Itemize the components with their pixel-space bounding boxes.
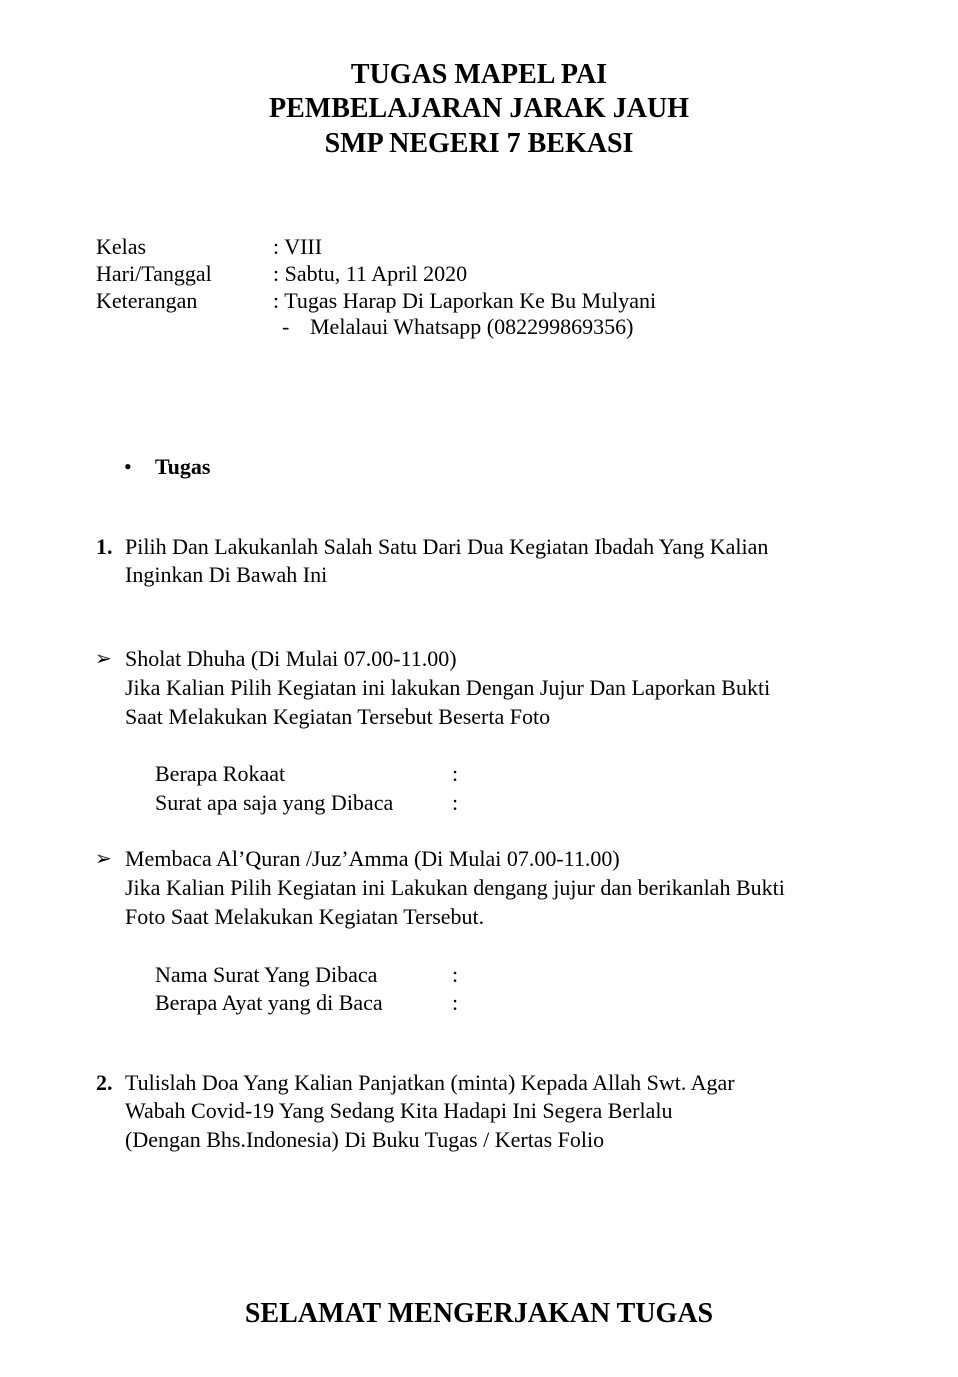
option-1-title: Sholat Dhuha (Di Mulai 07.00-11.00) [125, 646, 457, 671]
keterangan-label: Keterangan [96, 288, 198, 313]
title-line-1: TUGAS MAPEL PAI [350, 59, 608, 90]
task-2-number: 2. [96, 1070, 113, 1095]
keterangan-note: Melalaui Whatsapp (082299869356) [310, 314, 634, 339]
keterangan-dash: - [282, 314, 290, 339]
option-1-line-2: Saat Melakukan Kegiatan Tersebut Beserta Foto [125, 704, 551, 729]
option-2-line-1: Jika Kalian Pilih Kegiatan ini Lakukan dengang jujur dan berikanlah Bukti [125, 875, 785, 900]
option-1-field-2-label: Surat apa saja yang Dibaca [155, 790, 394, 815]
task-2-line-1: Tulislah Doa Yang Kalian Panjatkan (minta) Kepada Allah Swt. Agar [125, 1070, 735, 1095]
option-1-field-1-label: Berapa Rokaat [155, 761, 286, 786]
task-1-number: 1. [96, 534, 113, 559]
keterangan-value: : Tugas Harap Di Laporkan Ke Bu Mulyani [273, 288, 657, 313]
option-2-field-1-colon: : [452, 962, 459, 987]
title-line-3: SMP NEGERI 7 BEKASI [324, 128, 634, 159]
option-2-line-2: Foto Saat Melakukan Kegiatan Tersebut. [125, 904, 485, 929]
tanggal-value: : Sabtu, 11 April 2020 [273, 261, 468, 286]
option-2-field-1-label: Nama Surat Yang Dibaca [155, 962, 378, 987]
kelas-value: : VIII [273, 234, 323, 259]
task-1-line-2: Inginkan Di Bawah Ini [125, 562, 328, 587]
option-1-field-2-colon: : [452, 790, 459, 815]
arrow-marker-icon: ➢ [95, 848, 112, 870]
task-2-line-3: (Dengan Bhs.Indonesia) Di Buku Tugas / Kertas Folio [125, 1127, 605, 1152]
kelas-label: Kelas [96, 234, 147, 259]
task-2-line-2: Wabah Covid-19 Yang Sedang Kita Hadapi Ini Segera Berlalu [125, 1098, 673, 1123]
section-heading: Tugas [155, 454, 211, 479]
option-2-field-2-colon: : [452, 990, 459, 1015]
title-line-2: PEMBELAJARAN JARAK JAUH [269, 93, 689, 124]
bullet-icon: • [124, 454, 132, 479]
option-2-field-2-label: Berapa Ayat yang di Baca [155, 990, 383, 1015]
closing-message: SELAMAT MENGERJAKAN TUGAS [244, 1298, 714, 1329]
option-2-title: Membaca Al’Quran /Juz’Amma (Di Mulai 07.00-11.00) [125, 846, 620, 871]
arrow-marker-icon: ➢ [95, 648, 112, 670]
tanggal-label: Hari/Tanggal [96, 261, 212, 286]
option-1-line-1: Jika Kalian Pilih Kegiatan ini lakukan Dengan Jujur Dan Laporkan Bukti [125, 675, 771, 700]
option-1-field-1-colon: : [452, 761, 459, 786]
task-1-line-1: Pilih Dan Lakukanlah Salah Satu Dari Dua Kegiatan Ibadah Yang Kalian [125, 534, 769, 559]
